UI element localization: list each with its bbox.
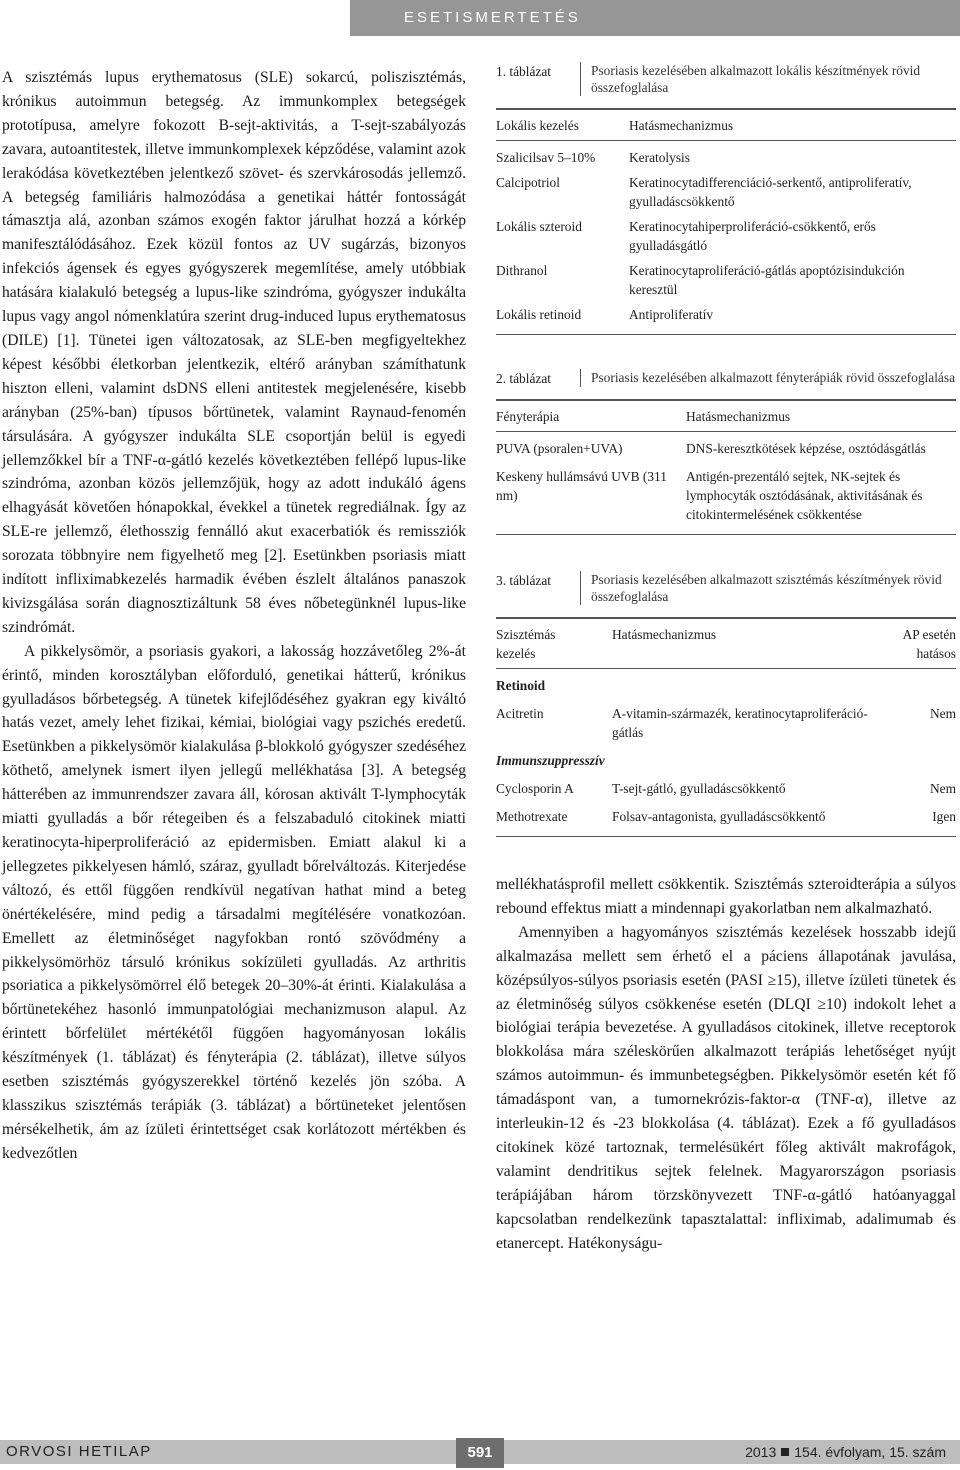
table-row — [496, 214, 956, 258]
table-3 — [496, 571, 956, 837]
table-header-cell: Hatásmechanizmus — [612, 619, 876, 669]
square-bullet-icon — [781, 1448, 789, 1456]
table-row — [496, 773, 956, 801]
table-group-row — [496, 669, 956, 699]
page-number: 591 — [456, 1438, 504, 1468]
paragraph-continuation: mellékhatásprofil mellett csökkentik. Szisztémás szteroidterápia a súlyos rebound effektus miatt a mindennapi gyakorlatban nem alkalmazható. — [496, 876, 956, 917]
paragraph-psoriasis: A pikkelysömör, a psoriasis gyakori, a lakosság hozzávetőleg 2%-át érintő, minden korosztályban előforduló, genetikai hátterű, krónikus gyulladásos bőrbetegség. A tünetek kifejlődéséhez gyakran egy kiváltó hatás vezet, amely lehet fizikai, kémiai, biológiai vagy pszichés eredetű. Esetünkben a pikkelysömör kialakulása β-blokkoló gyógyszer szedéséhez köthető, amelynek ismert ilyen jellegű mellékhatása [3]. A betegség hátterében az immunrendszer zavara áll, kórosan aktivált T-lymphocyták miatti gyulladás a bőr rétegeiben és a felszabaduló citokinek miatti keratinocyta-hiperproliferáció az epidermisben. Emiatt alakul ki a jellegzetes pikkelyesen hámló, száraz, gyulladt bőrelváltozás. Kiterjedése változó, és ettől függően rendkívül negatívan hathat mind a beteg önértékelésére, mind pedig a társadalmi megítélésére vonatkozóan. Emellett az életminőséget nagyfokban rontó szövődmény a pikkelysömörhöz társuló krónikus sokízületi gyulladás. Az arthritis psoriatica a pikkelysömörrel élő betegek 20–30%-át érinti. Kialakulása a bőrtünetekéhez hasonló immunpatológiai mechanizmuson alapul. Az érintett bőrfelület mértékétől függően hagyományosan lokális készítmények (1. táblázat) és fényterápia (2. táblázat), illetve súlyos esetben szisztémás gyógyszerekkel történő kezelés jön szóba. A klasszikus szisztémás terápiák (3. táblázat) a bőrtüneteket jelentősen mérsékelhetik, ám az ízületi érintettséget csak korlátozott mértékben és kedvezőtlen — [2, 642, 466, 1162]
table-row — [496, 258, 956, 302]
table-group-row — [496, 745, 956, 773]
table-cell: Keskeny hullámsávú UVB (311 nm) — [496, 461, 686, 535]
page-footer — [0, 1440, 960, 1470]
table-cell: A-vitamin-származék, keratinocytaproliferáció-gátlás — [612, 706, 868, 740]
table-cell: Cyclosporin A — [496, 781, 574, 796]
table-3-caption — [496, 571, 956, 605]
table-cell: Acitretin — [496, 706, 544, 721]
table-group-label: Retinoid — [496, 678, 546, 693]
left-column — [2, 66, 466, 1166]
table-cell: Dithranol — [496, 263, 548, 278]
journal-name: ORVOSI HETILAP — [0, 1440, 470, 1464]
table-cell: Nem — [929, 781, 956, 796]
issue-info — [504, 1440, 960, 1464]
table-row — [496, 302, 956, 335]
table-row — [496, 170, 956, 214]
section-title: ESETISMERTETÉS — [404, 9, 581, 26]
table-cell: T-sejt-gátló, gyulladáscsökkentő — [612, 781, 786, 796]
table-header-cell: Hatásmechanizmus — [629, 110, 956, 141]
table-cell: Szalicilsav 5–10% — [496, 150, 596, 165]
right-column — [496, 62, 956, 1256]
paragraph-biological-therapy: Amennyiben a hagyományos szisztémás kezelések hosszabb idejű alkalmazása mellett sem érhető el a páciens állapotának javulása, középsúlyos-súlyos psoriasis esetén (PASI ≥15), illetve ízületi tünetek és az életminőség súlyos csökkenése esetén (DLQI ≥10) indokolt lehet a biológiai terápia bevezetése. A gyulladásos citokinek, illetve receptorok blokkolása mára széleskörűen alkalmazott terápiás lehetőséget nyújt számos autoimmun- és immunbetegségben. Pikkelysömör esetén két fő támadáspont van, a tumornekrózis-faktor-α (TNF-α), illetve az interleukin-12 és -23 blokkolása (4. táblázat). Ezek a fő gyulladásos citokinek közé tartoznak, termelésükért főleg aktivált makrofágok, valamint dendritikus sejtek felelnek. Magyarországon psoriasis terápiájában három törzskönyvezett TNF-α-gátló hatóanyaggal kapcsolatban rendelkezünk tapasztalattal: infliximab, adalimumab és etanercept. Hatékonyságu- — [496, 923, 956, 1252]
table-2-grid — [496, 401, 956, 535]
table-1 — [496, 62, 956, 335]
table-cell: Keratolysis — [629, 150, 690, 165]
table-header-cell: Hatásmechanizmus — [686, 401, 956, 432]
table-3-caption-text: Psoriasis kezelésében alkalmazott szisztémás készítmények rövid összefoglalása — [580, 571, 956, 605]
table-cell: Igen — [876, 801, 956, 837]
table-header-row — [496, 401, 956, 432]
table-cell: Antigén-prezentáló sejtek, NK-sejtek és lymphocyták osztódásának, aktivitásának és citokintermelésének csökkentése — [686, 461, 956, 535]
table-cell: Keratinocytadifferenciáció-serkentő, antiproliferatív, gyulladáscsökkentő — [629, 175, 912, 209]
table-2-caption-text: Psoriasis kezelésében alkalmazott fényterápiák rövid összefoglalása — [580, 369, 956, 387]
table-group-label: Immunszuppresszív — [496, 753, 605, 768]
table-cell: Keratinocytahiperproliferáció-csökkentő, erős gyulladásgátló — [629, 219, 876, 253]
table-cell: Lokális szteroid — [496, 219, 582, 234]
table-header-cell: AP esetén hatásos — [876, 619, 956, 669]
table-header-row — [496, 110, 956, 141]
table-1-number: 1. táblázat — [496, 64, 552, 79]
table-2-caption — [496, 369, 956, 387]
table-cell: Methotrexate — [496, 801, 612, 837]
table-cell: Keratinocytaproliferáció-gátlás apoptózisindukción keresztül — [629, 263, 905, 297]
table-cell: Folsav-antagonista, gyulladáscsökkentő — [612, 801, 876, 837]
table-cell: Calcipotriol — [496, 175, 560, 190]
table-row — [496, 698, 956, 745]
paragraph-sle: A szisztémás lupus erythematosus (SLE) sokarcú, poliszisztémás, krónikus autoimmun betegség. Az immunkomplex betegségek prototípusa, amelyre fokozott B-sejt-aktivitás, a T-sejt-szabályozás zavara, autoantitestek, illetve immunkomplexek képződése, valamint azok lerakódása következtében jelentkező szövet- és szervkárosodás jellemző. A betegség familiáris halmozódása a genetikai háttér fontosságát támasztja alá, azonban számos exogén faktor járulhat hozzá a kórkép manifesztálódásához. Ezek közül fontos az UV sugárzás, bizonyos infekciós ágensek és egyes gyógyszerek megemlítése, amely utóbbiak hatására kialakuló betegség a lupus-like szindróma, gyógyszer indukálta lupus vagy angol nómenklatúra szerint drug-induced lupus erythematosus (DILE) [1]. Tünetei igen változatosak, az SLE-ben megfigyeltekhez képest későbbi életkorban jelentkezik, eltérő arányban számíthatunk hiszton elleni, valamint dsDNS elleni antitestek megjelenésére, kisebb arányban (25%-ban) típusos bőrtünetek, valamint Raynaud-fenomén társulására. A gyógyszer indukálta SLE csoportján belül is egyedi jellemzőkkel bír a TNF-α-gátló kezelés következtében fellépő lupus-like szindróma, azonban közös jellemzőjük, hogy az adott indukáló ágens elhagyását követően hónapokkal, évekkel a tünetek regrediálnak. Így az SLE-re jellemző, élethosszig fennálló akut exacerbatiók és remissziók sorozata többnyire nem figyelhető meg [2]. Esetünkben psoriasis miatt indított infliximabkezelés harmadik évében észlelt általános panaszok kivizsgálása során diagnosztizáltunk 58 éves nőbetegünknél lupus-like szindrómát. — [2, 69, 466, 636]
table-row — [496, 141, 956, 171]
table-1-caption — [496, 62, 956, 96]
table-3-grid — [496, 619, 956, 837]
table-header-cell: Fényterápia — [496, 401, 686, 432]
table-1-caption-text: Psoriasis kezelésében alkalmazott lokális készítmények rövid összefoglalása — [580, 62, 956, 96]
table-header-cell: Szisztémás kezelés — [496, 619, 612, 669]
issue-year: 2013 — [745, 1444, 777, 1460]
section-header — [350, 0, 960, 36]
table-2-number: 2. táblázat — [496, 371, 552, 386]
table-1-grid — [496, 110, 956, 335]
table-cell: DNS-keresztkötések képzése, osztódásgátlás — [686, 441, 926, 456]
table-header-cell: Lokális kezelés — [496, 110, 629, 141]
table-cell: Antiproliferatív — [629, 302, 956, 335]
table-2 — [496, 369, 956, 535]
table-cell: Lokális retinoid — [496, 302, 629, 335]
table-row — [496, 461, 956, 535]
table-cell: PUVA (psoralen+UVA) — [496, 441, 623, 456]
table-cell: Nem — [929, 706, 956, 721]
table-row — [496, 432, 956, 462]
table-row — [496, 801, 956, 837]
right-body-text — [496, 873, 956, 1256]
table-3-number: 3. táblázat — [496, 573, 552, 588]
issue-volume: 154. évfolyam, 15. szám — [794, 1444, 946, 1460]
table-header-row — [496, 619, 956, 669]
